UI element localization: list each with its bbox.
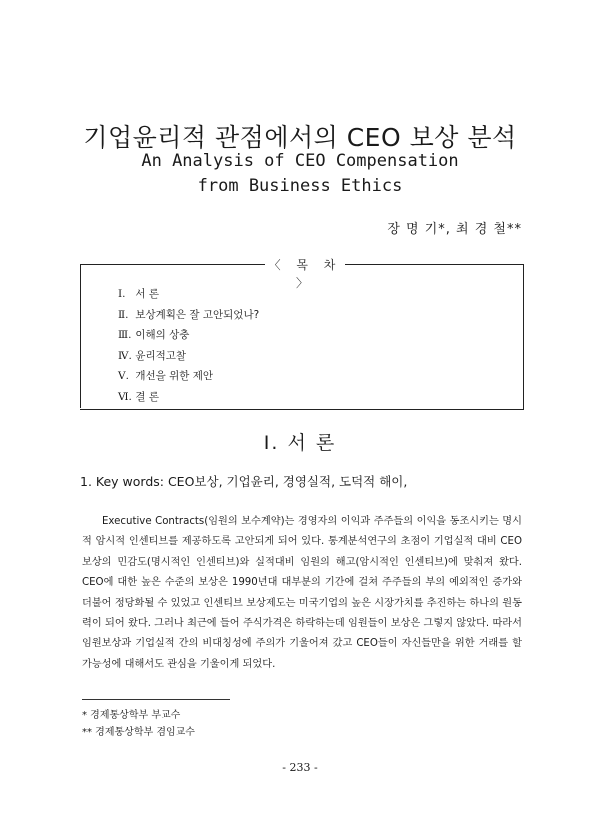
- toc-item: [118, 325, 259, 346]
- footnote-2: ** 경제통상학부 겸임교수: [82, 727, 195, 738]
- toc-item-number: Ⅳ.: [118, 349, 132, 362]
- toc-item: [118, 366, 259, 387]
- toc-item: [118, 387, 259, 408]
- toc-item-number: Ⅴ.: [118, 370, 129, 382]
- title-english-line1: An Analysis of CEO Compensation: [141, 151, 459, 171]
- body-paragraph: Executive Contracts(임원의 보수계약)는 경영자의 이익과 주주들의 이익을 동조시키는 명시적 암시적 인센티브를 제공하도록 고안되게 되어 있다. 통계분석연구의 초점이 기업실적 대비 CEO 보상의 민감도(명시적인 인센티브)와 실적대비 임원의 해고(암시적인 인센티브)에 맞춰져 왔다. CEO에 대한 높은 수준의 보상은 1990년대 대부분의 기간에 걸쳐 주주들의 부의 예외적인 증가와 더불어 정당화될 수 있었고 인센티브 보상제도는 미국기업의 높은 시장가치를 추진하는 하나의 원동력이 되어 왔다. 그러나 최근에 들어 주식가격은 하락하는데 임원들이 보상은 그렇지 않았다. 따라서 임원보상과 기업실적 간의 비대칭성에 주의가 기울어져 갔고 CEO들이 자신들만을 위한 거래를 할 가능성에 대해서도 관심을 기울이게 되었다.: [82, 516, 522, 670]
- toc-box-left-border: [80, 264, 81, 408]
- toc-item-label: 서 론: [135, 288, 159, 300]
- toc-item-label: 윤리적고찰: [135, 349, 187, 362]
- toc-item-number: Ⅱ.: [118, 308, 129, 321]
- toc-item: [118, 346, 259, 367]
- page-number: - 233 -: [282, 761, 318, 774]
- section-title: Ⅰ. 서 론: [263, 432, 337, 454]
- footnote-divider: [82, 699, 230, 700]
- authors: 장 명 기*, 최 경 철**: [387, 222, 522, 237]
- toc-item-label: 결 론: [135, 390, 159, 403]
- toc-item-number: Ⅵ.: [118, 390, 132, 403]
- toc-item-label: 보상계획은 잘 고안되었나?: [135, 308, 260, 321]
- toc-item: [118, 284, 259, 305]
- toc-item-label: 이해의 상충: [135, 329, 190, 341]
- toc-item-number: Ⅲ.: [118, 329, 132, 341]
- footnotes: [82, 707, 195, 741]
- keywords-line: 1. Key words: CEO보상, 기업윤리, 경영실적, 도덕적 해이,: [80, 474, 408, 489]
- toc-item: [118, 305, 259, 326]
- toc-list: [118, 284, 259, 407]
- footnote-1: * 경제통상학부 부교수: [82, 710, 181, 721]
- title-english-line2: from Business Ethics: [197, 176, 403, 196]
- toc-item-label: 개선을 위한 제안: [135, 370, 214, 382]
- toc-heading: 〈 목 차 〉: [265, 256, 345, 274]
- title-korean: 기업윤리적 관점에서의 CEO 보상 분석: [83, 123, 517, 152]
- toc-item-number: Ⅰ.: [118, 288, 126, 300]
